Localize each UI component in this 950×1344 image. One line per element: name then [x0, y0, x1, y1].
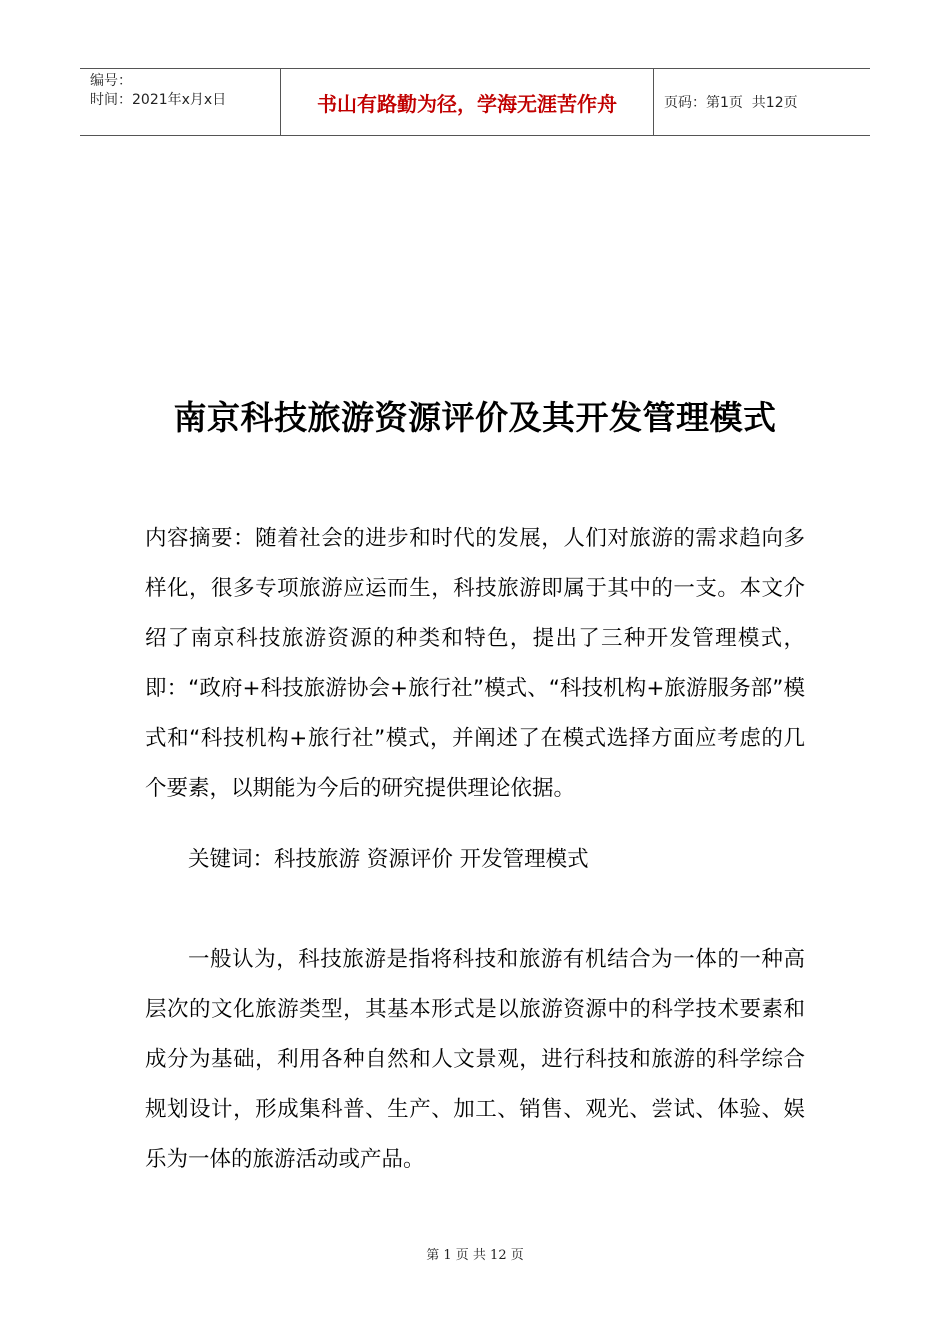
body-paragraph-1: 一般认为，科技旅游是指将科技和旅游有机结合为一体的一种高层次的文化旅游类型，其基本形式是以旅游资源中的科学技术要素和成分为基础，利用各种自然和人文景观，进行科技和旅游的科学综合规划设计，形成集科普、生产、加工、销售、观光、尝试、体验、娱乐为一体的旅游活动或产品。	[145, 947, 805, 1172]
header-motto: 书山有路勤为径，学海无涯苦作舟	[281, 69, 654, 135]
header-page-code: 页码：第1页 共12页	[664, 95, 798, 111]
header-meta-cell	[80, 69, 281, 135]
abstract-paragraph: 内容摘要：随着社会的进步和时代的发展，人们对旅游的需求趋向多样化，很多专项旅游应运而生，科技旅游即属于其中的一支。本文介绍了南京科技旅游资源的种类和特色，提出了三种开发管理模式，即：“政府+科技旅游协会+旅行社”模式、“科技机构+旅游服务部”模式和“科技机构+旅行社”模式，并阐述了在模式选择方面应考虑的几个要素，以期能为今后的研究提供理论依据。	[145, 526, 805, 801]
keywords-paragraph: 关键词：科技旅游 资源评价 开发管理模式	[188, 847, 589, 872]
document-time-label: 时间：2021年x月x日	[90, 92, 227, 108]
page-header	[80, 68, 870, 136]
document-title: 南京科技旅游资源评价及其开发管理模式	[173, 398, 777, 438]
document-number-label: 编号：	[90, 73, 132, 89]
page-footer: 第 1 页 共 12 页	[426, 1248, 524, 1263]
